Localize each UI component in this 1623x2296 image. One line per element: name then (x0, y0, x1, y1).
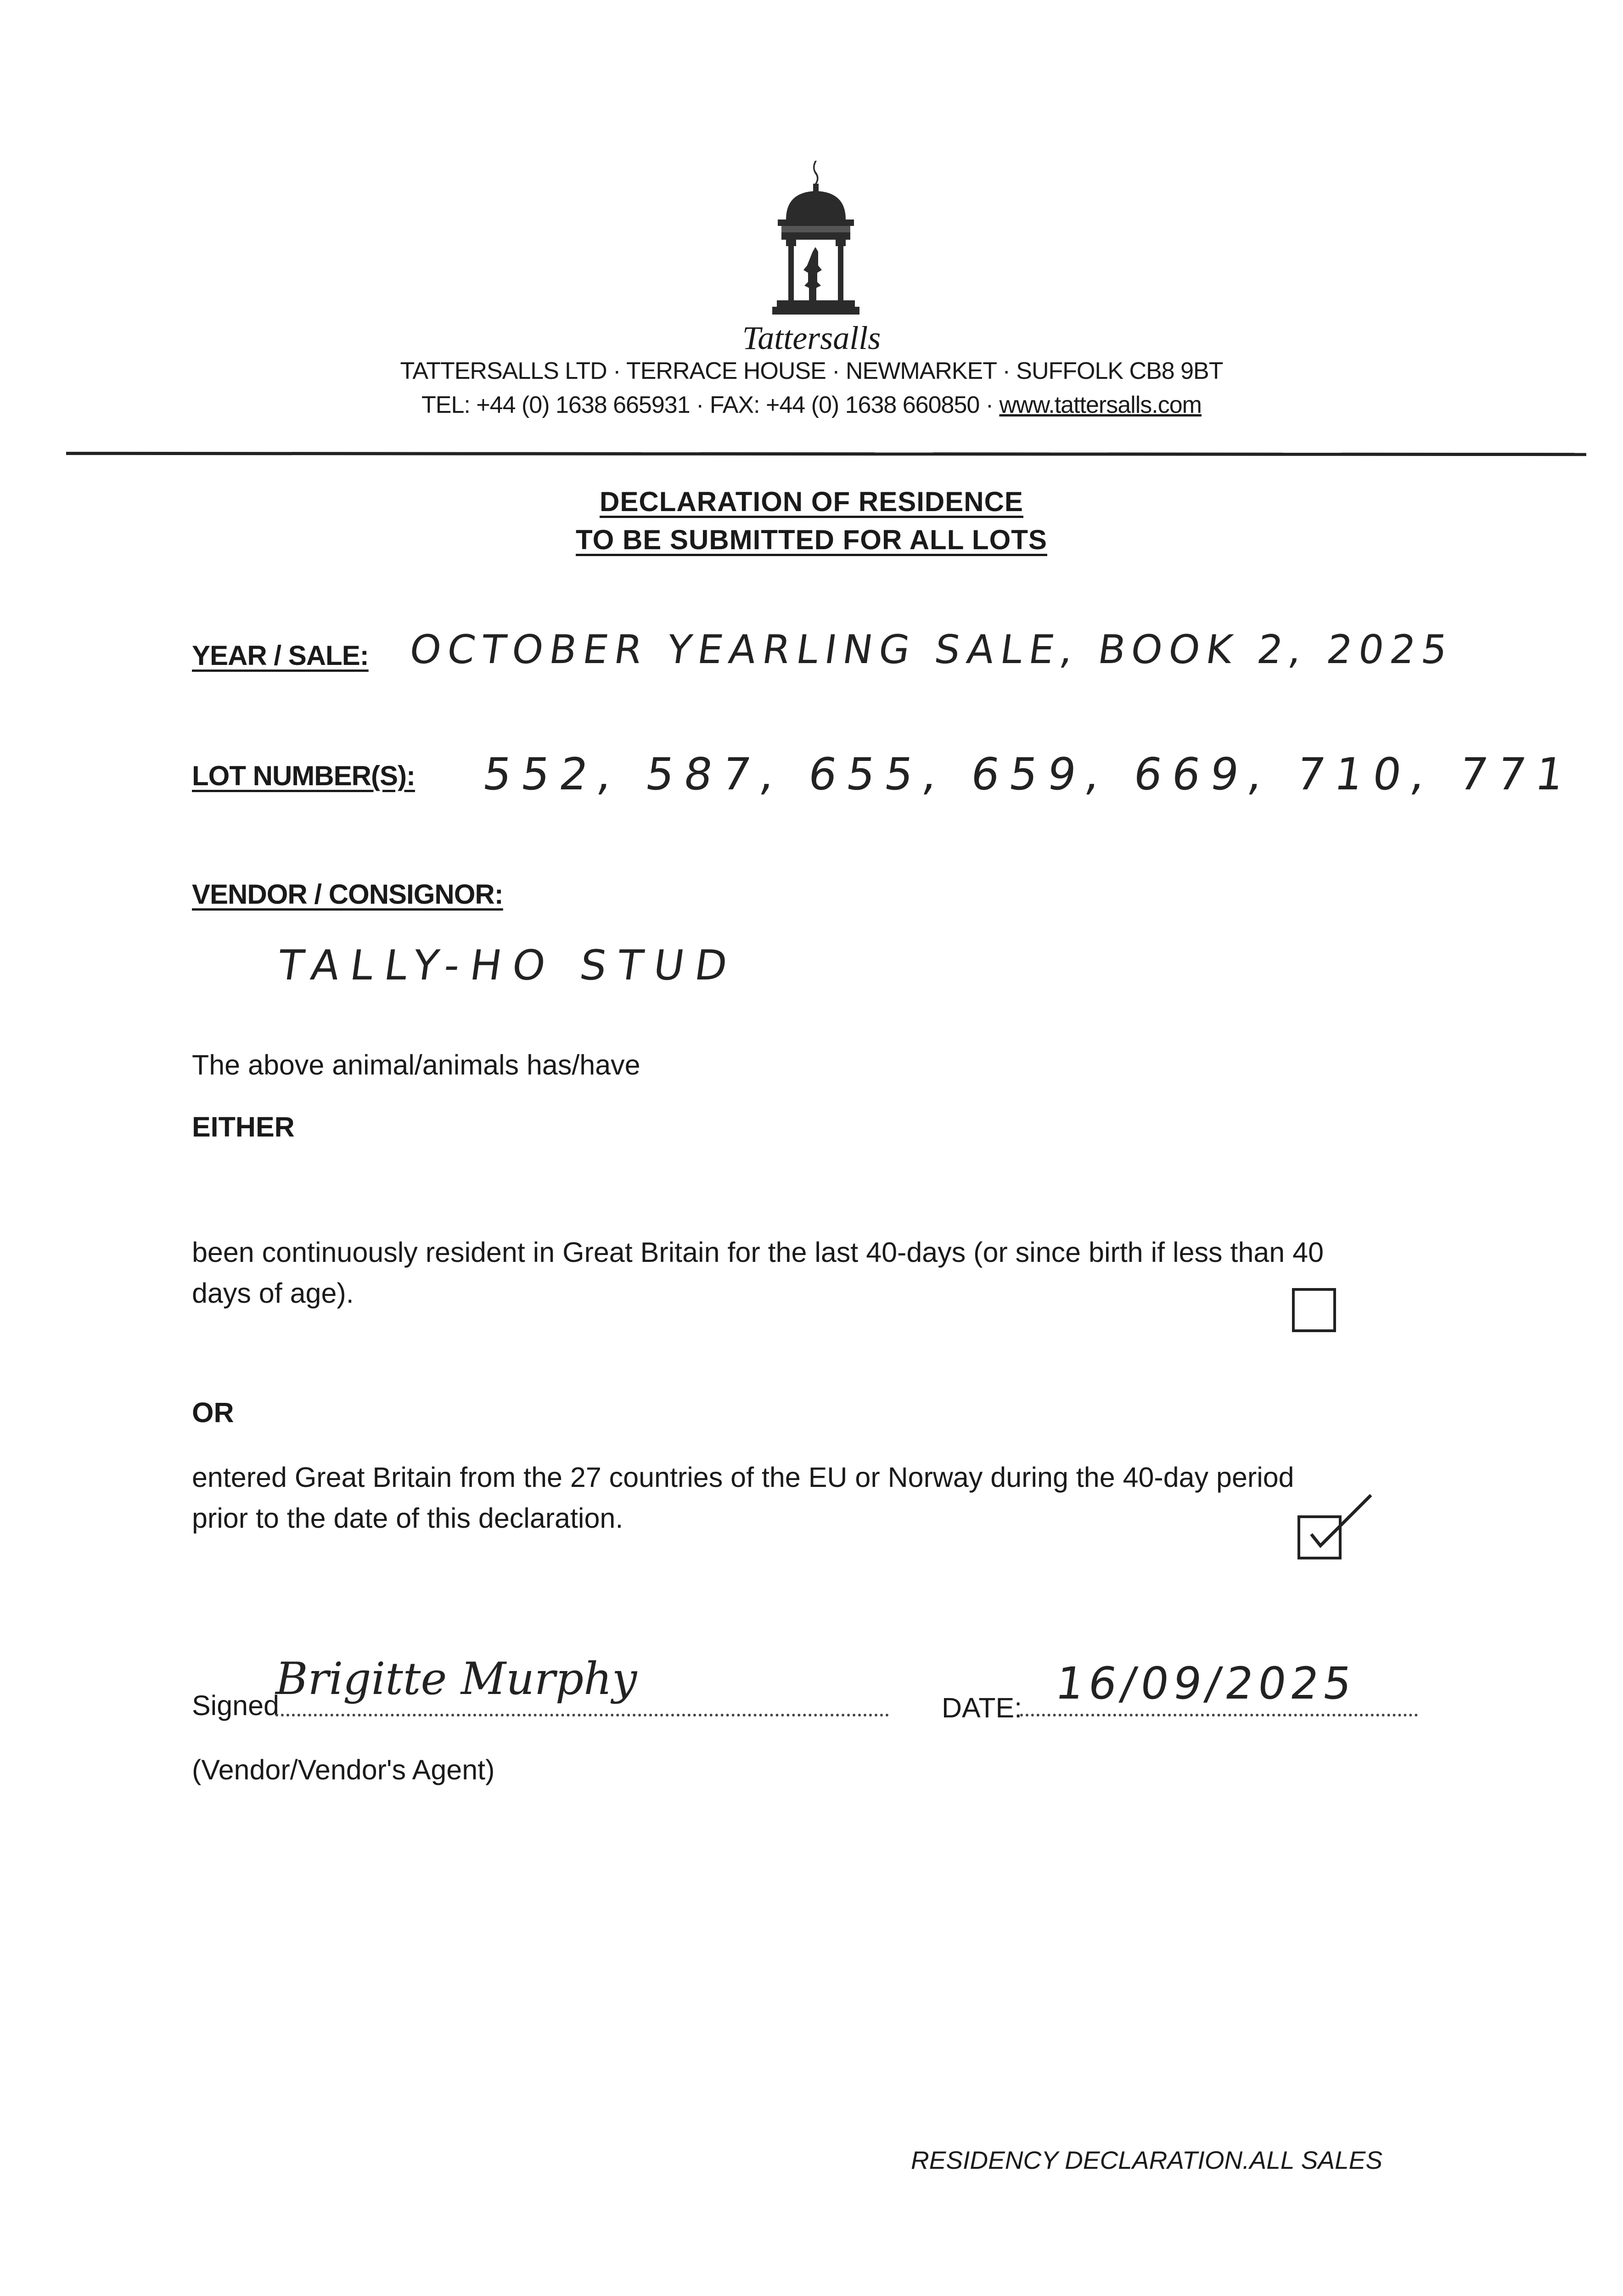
intro-text: The above animal/animals has/have (192, 1049, 640, 1080)
option-2-checkbox[interactable] (1297, 1515, 1342, 1559)
signature-line (275, 1705, 889, 1716)
option-2-line-1: entered Great Britain from the 27 countries of the EU or Norway during the 40-day period (192, 1462, 1294, 1493)
checkmark-icon (1297, 1491, 1389, 1559)
or-heading: OR (192, 1397, 234, 1428)
signed-label: Signed (192, 1690, 279, 1721)
company-address: TATTERSALLS LTD · TERRACE HOUSE · NEWMARKET · SUFFOLK CB8 9BT (400, 358, 1223, 384)
option-1-line-1: been continuously resident in Great Britain for the last 40-days (or since birth if less than 40 (192, 1237, 1324, 1268)
website-link[interactable]: www.tattersalls.com (999, 392, 1202, 418)
header-divider (66, 452, 1586, 456)
year-sale-label: YEAR / SALE: (192, 640, 369, 671)
date-field[interactable]: 16/09/2025 (1052, 1658, 1360, 1709)
tattersalls-logo (768, 161, 864, 315)
signer-role: (Vendor/Vendor's Agent) (192, 1754, 495, 1785)
lot-numbers-label: LOT NUMBER(S): (192, 760, 415, 791)
option-1-line-2: days of age). (192, 1277, 354, 1309)
option-1-text (192, 1232, 1324, 1314)
signature-field[interactable]: Brigitte Murphy (275, 1653, 637, 1705)
option-2-text (192, 1457, 1294, 1539)
either-heading: EITHER (192, 1111, 295, 1142)
footer-form-name: RESIDENCY DECLARATION.ALL SALES (911, 2146, 1383, 2174)
form-subtitle: TO BE SUBMITTED FOR ALL LOTS (576, 524, 1047, 555)
brand-name: Tattersalls (742, 320, 881, 356)
contact-phone-fax: TEL: +44 (0) 1638 665931 · FAX: +44 (0) 1638 660850 · (421, 392, 1000, 418)
vendor-label: VENDOR / CONSIGNOR: (192, 879, 503, 910)
option-2-line-2: prior to the date of this declaration. (192, 1503, 623, 1534)
lot-numbers-field[interactable]: 552, 587, 655, 659, 669, 710, 771 (480, 748, 1578, 800)
rotunda-logo-icon (768, 161, 864, 315)
year-sale-field[interactable]: OCTOBER YEARLING SALE, BOOK 2, 2025 (406, 627, 1457, 673)
company-contact (0, 391, 1623, 419)
option-1-checkbox[interactable] (1292, 1288, 1336, 1332)
date-label: DATE: (942, 1692, 1022, 1723)
form-title: DECLARATION OF RESIDENCE (600, 486, 1023, 517)
vendor-field[interactable]: TALLY-HO STUD (275, 941, 741, 990)
